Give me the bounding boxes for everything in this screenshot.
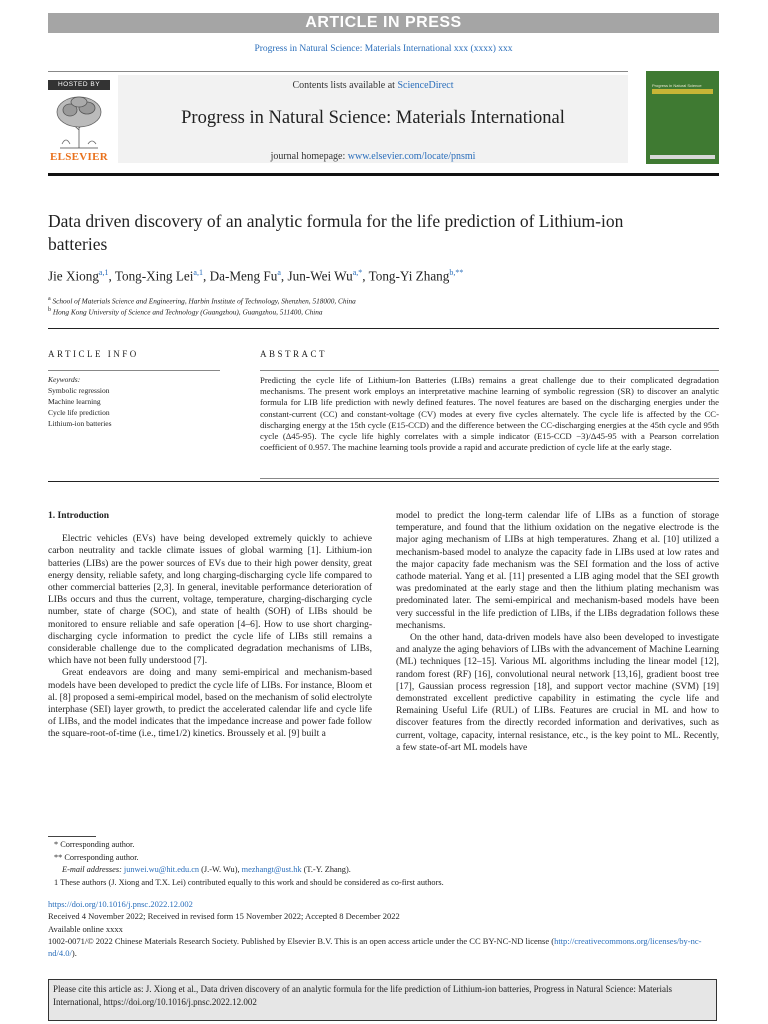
tree-icon	[52, 92, 106, 150]
abstract-rule	[260, 370, 719, 371]
article-in-press-banner: ARTICLE IN PRESS	[48, 13, 719, 33]
homepage-link[interactable]: www.elsevier.com/locate/pnsmi	[347, 151, 476, 162]
homepage-line	[118, 151, 628, 162]
email-label: E-mail addresses:	[62, 865, 124, 875]
author-list: Jie Xiong$^{a,1}$, Tong-Xing Lei$^{a,1}$, Da-Meng Fu$^a$, Jun-Wei $Wu^{a,*}$, Tong-Yi Zhang$^{b,**}$	[48, 268, 464, 284]
section-heading: 1. Introduction	[48, 511, 110, 521]
article-title: Data driven discovery of an analytic formula for the life prediction of Lithium-ion batteries	[48, 211, 624, 254]
author-name[interactable]: Tong-Yi Zhang	[368, 268, 450, 284]
license-link[interactable]: http://creativecommons.org/licenses/by-nc-nd/4.0/	[48, 935, 702, 959]
body-column-right	[396, 510, 719, 754]
citation-box: Please cite this article as: J. Xiong et al., Data driven discovery of an analytic formula for the life prediction of Lithium-ion batteries, Progress in Natural Science: Materials International, https://doi.org/10.1016/j.pnsc.2022.12.002	[48, 979, 717, 1021]
header-thick-rule	[48, 173, 719, 176]
author-name[interactable]: Da-Meng Fu	[209, 268, 278, 284]
license-line	[48, 935, 719, 960]
affiliation-text: Hong Kong University of Science and Technology (Guangzhou), Guangzhou, 511400, China	[52, 307, 323, 317]
affiliation-text: School of Materials Science and Engineering, Harbin Institute of Technology, Shenzhen, 518000, China	[52, 296, 356, 306]
author-sup[interactable]: a,1	[98, 268, 109, 277]
keyword: Machine learning	[48, 397, 101, 406]
elsevier-logo[interactable]	[48, 80, 110, 164]
author-sup[interactable]: a,1	[193, 268, 203, 277]
journal-title: Progress in Natural Science: Materials International	[181, 108, 565, 128]
journal-masthead	[118, 75, 628, 163]
body-column-left	[48, 510, 372, 741]
abstract-heading: ABSTRACT	[260, 349, 328, 359]
email-owner: (T.-Y. Zhang).	[301, 865, 351, 875]
keywords-label: Keywords:	[48, 375, 81, 384]
author-sup[interactable]: b,**	[449, 268, 464, 277]
section-rule	[48, 328, 719, 329]
email-footnote	[48, 864, 719, 877]
keyword: Symbolic regression	[48, 386, 110, 395]
footnote: ** Corresponding author.	[54, 852, 139, 862]
affiliation	[48, 307, 719, 316]
publication-info	[48, 898, 719, 959]
section-rule	[48, 481, 719, 482]
doi-link[interactable]: https://doi.org/10.1016/j.pnsc.2022.12.002	[48, 899, 193, 909]
header-divider	[48, 71, 628, 72]
homepage-prefix: journal homepage:	[270, 151, 348, 162]
author-name[interactable]: Jun-Wei Wu	[287, 268, 353, 284]
journal-cover-thumbnail[interactable]	[646, 71, 719, 164]
available-online: Available online xxxx	[48, 923, 123, 934]
cover-strip	[652, 89, 713, 94]
journal-reference-link[interactable]: Progress in Natural Science: Materials International xxx (xxxx) xxx	[254, 44, 513, 54]
keyword: Lithium-ion batteries	[48, 419, 112, 428]
footnote: * Corresponding author.	[54, 840, 135, 849]
affiliation	[48, 296, 719, 305]
footnotes	[48, 839, 719, 889]
author-sup[interactable]: a	[277, 268, 281, 277]
email-link[interactable]: junwei.wu@hit.edu.cn	[123, 865, 200, 875]
affiliation-sup: b	[48, 307, 51, 313]
email-link[interactable]: mezhangt@ust.hk	[241, 865, 302, 875]
paragraph: On the other hand, data-driven models have also been developed to investigate and analyze the aging behaviors of LIBs with the advancement of Machine Learning (ML) techniques [12–15]. Various ML algorithms including the linear model [12], random forest (RF) [16], convolutional neural network [13,16], gradient boost tree [17], Gaussian process regression [18], and support vector machine (SVM) [19] demonstrated excellent predictive capability in estimating the cycle life and Remaining Useful Life (RUL) of LIBs. Features are crucial in ML and how to discover features from the directly recorded information and derivatives, such as current, voltage, capacity, internal resistance, etc., is the key point to ML. Recently, a few state-of-art ML models have	[396, 633, 719, 753]
article-info-heading: ARTICLE INFO	[48, 349, 139, 359]
author-name[interactable]: Jie Xiong	[48, 268, 99, 284]
contents-line	[118, 80, 628, 91]
cover-footer	[650, 155, 715, 159]
license-suffix: ).	[71, 948, 77, 959]
received-dates: Received 4 November 2022; Received in revised form 15 November 2022; Accepted 8 December 2022	[48, 911, 400, 922]
keyword: Cycle life prediction	[48, 408, 110, 417]
article-info-rule	[48, 370, 220, 371]
abstract-text: Predicting the cycle life of Lithium-Ion Batteries (LIBs) remains a great challenge due to their complicated degradation mechanisms. The present work employs an interpretative machine learning of symbolic regression (SR) to discover an analytic formula for LIB life prediction with newly defined features. The novel features are based on the discharging energies under the constant-current (CC) and constant-voltage (CV) modes at every five cycles alternately. The cycle life is affected by the CC-discharging energy at the 15th cycle (E15-CCD) and the difference between the CC-discharging energies at the 45th cycle and 95th cycle (Δ45-95). The cycle life highly correlates with a simple indicator (E15-CCD −3)/Δ45-95 with a Pearson correlation coefficient of 0.957. The machine learning tools provide a rapid and accurate prediction of cycle life at the early stage.	[260, 375, 719, 453]
author-name[interactable]: Tong-Xing Lei	[114, 268, 194, 284]
footnote-rule	[48, 836, 96, 837]
paragraph: model to predict the long-term calendar life of LIBs as a function of storage temperature, and found that the lithium oxidation on the negative electrode is the major aging mechanism of LIBs at high temperatures. Zhang et al. [10] utilized a mechanism-based model to analyze the capacity fade in LIBs used at low rates and the major capacity fade mechanism was the SEI formation and the loss of active cathode material. Yang et al. [11] presented a LIB aging model that the SEI growth was predominated at the early stage and then the lithium plating mechanism was predominated later. The semi-empirical and mechanism-based models have been very successful in the life prediction of LIBs, if the LIBs degradation follows these mechanisms.	[396, 511, 719, 631]
email-owner: (J.-W. Wu),	[199, 865, 242, 875]
cover-title: Progress in Natural Science	[652, 83, 702, 88]
paragraph: Great endeavors are doing and many semi-empirical and mechanism-based models have been developed to predict the cycle life of LIBs. For instance, Bloom et al. [8] proposed a semi-empirical model, based on the mechanism of solid electrolyte interphase (SEI) layer growth, to predict the accelerated calendar life and cycle life of LIBs, and the model indicates that the impedance increase and power fade follow the square-root-of-time (i.e., time1/2) kinetics. Broussely et al. [9] built a	[48, 668, 372, 740]
contents-prefix: Contents lists available at	[292, 80, 398, 91]
elsevier-wordmark: ELSEVIER	[49, 151, 109, 163]
abstract-bottom-rule	[260, 478, 719, 479]
author-sup[interactable]: a,*	[352, 268, 363, 277]
sciencedirect-link[interactable]: ScienceDirect	[397, 80, 454, 91]
hosted-by-label: HOSTED BY	[48, 80, 110, 90]
license-prefix: 1002-0071/© 2022 Chinese Materials Research Society. Published by Elsevier B.V. This is an open access article under the CC BY-NC-ND license (	[48, 935, 555, 946]
footnote: 1 These authors (J. Xiong and T.X. Lei) contributed equally to this work and should be considered as co-first authors.	[54, 877, 444, 887]
affiliation-sup: a	[48, 296, 51, 302]
paragraph: Electric vehicles (EVs) have being developed extremely quickly to achieve carbon neutrality and tackle climate issues of global warming [1]. Lithium-ion batteries (LIBs) are the power sources of EVs due to their high power density, great energy density, reliable safety, and long charging-discharging cycle life compared to other commercial batteries [2,3]. In general, inevitable performance deterioration of LIBs occurs and thus the current, voltage, temperature, charging-discharging cycle number, state of charge (SOC), and state of health (SOH) of LIBs should be monitored to ensure reliable and safe operation [4–6]. How to use short charging-discharging cycle information to predict the cycle life of LIBs still remains a considerable challenge due to the complicated degradation mechanisms of LIBs, which have not been fully understood [7].	[48, 534, 372, 667]
